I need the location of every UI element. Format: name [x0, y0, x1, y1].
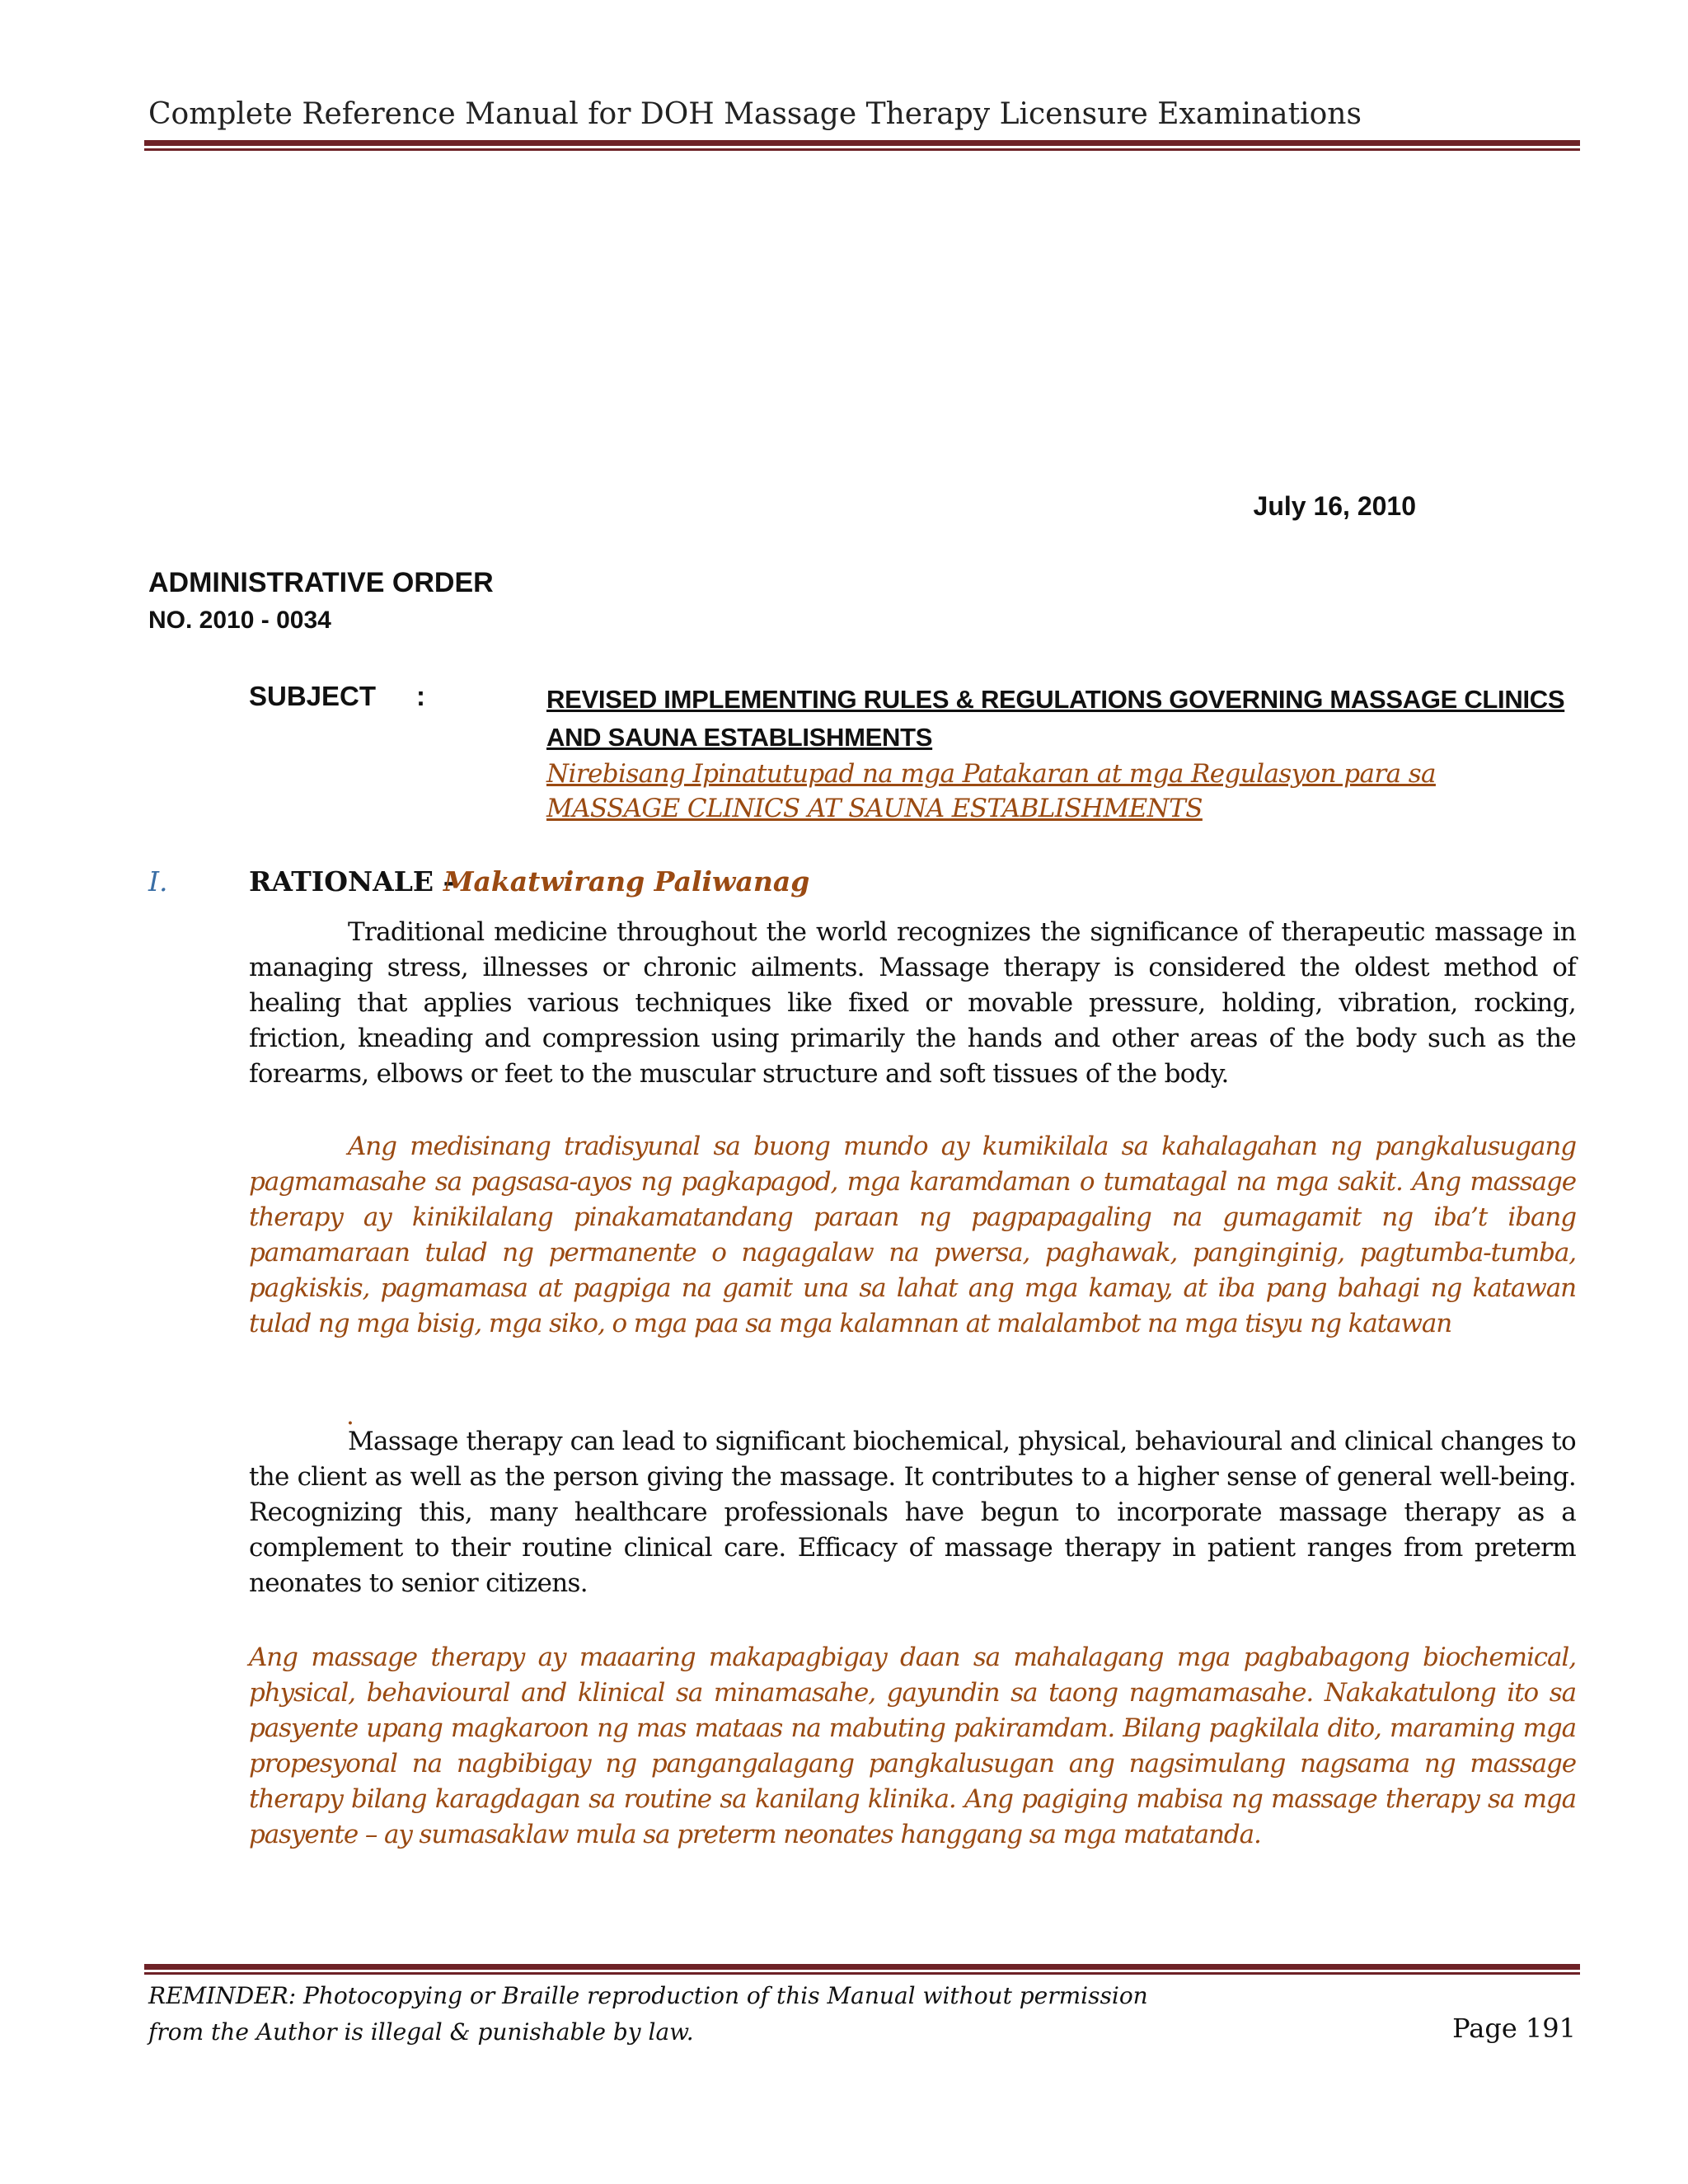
order-title: ADMINISTRATIVE ORDER	[148, 567, 494, 598]
footer-reminder	[148, 1978, 1148, 2050]
page-number: Page 191	[1452, 2013, 1576, 2044]
subject-title: REVISED IMPLEMENTING RULES & REGULATIONS GOVERNING MASSAGE CLINICS AND SAUNA ESTABLISHMENTS	[546, 685, 1565, 752]
stray-period: .	[346, 1401, 354, 1431]
header-rule-thin	[144, 148, 1580, 151]
header-rule-thick	[144, 140, 1580, 146]
paragraph-filipino-1: Ang medisinang tradisyunal sa buong mundo ay kumikilala sa kahalagahan ng pangkalusugang pagmamasahe sa pagsasa-ayos ng pagkapagod, mga karamdaman o tumatagal na mga sakit. Ang massage therapy ay kinikilalang pinakamatandang paraan ng pagpapagaling na gumagamit ng iba’t ibang pamamaraan tulad ng permanente o nagagalaw na pwersa, paghawak, panginginig, pagtumba-tumba, pagkiskis, pagmamasa at pagpiga na gamit una sa lahat ang mga kamay, at iba pang bahagi ng katawan tulad ng mga bisig, mga siko, o mga paa sa mga kalamnan at malalambot na mga tisyu ng katawan	[249, 1132, 1576, 1338]
footer-rule-thick	[144, 1964, 1580, 1970]
paragraph-english-1: Traditional medicine throughout the world recognizes the significance of therapeutic massage in managing stress, illnesses or chronic ailments. Massage therapy is considered the oldest method of healing that applies various techniques like fixed or movable pressure, holding, vibration, rocking, friction, kneading and compression using primarily the hands and other areas of the body such as the forearms, elbows or feet to the muscular structure and soft tissues of the body.	[249, 917, 1576, 1089]
paragraph-english-2: Massage therapy can lead to significant biochemical, physical, behavioural and clinical changes to the client as well as the person giving the massage. It contributes to a higher sense of general well-being. Recognizing this, many healthcare professionals have begun to incorporate massage therapy as a complement to their routine clinical care. Efficacy of massage therapy in patient ranges from preterm neonates to senior citizens.	[249, 1427, 1576, 1598]
subject-label: SUBJECT	[249, 681, 377, 711]
section-number: I.	[148, 865, 168, 898]
footer-reminder-line-1: REMINDER: Photocopying or Braille reproduction of this Manual without permission	[148, 1982, 1148, 2009]
subject-colon: :	[416, 681, 425, 711]
section-title: RATIONALE -	[249, 865, 455, 898]
paragraph-filipino-2: Ang massage therapy ay maaaring makapagbigay daan sa mahalagang mga pagbabagong biochemical, physical, behavioural and klinical sa minamasahe, gayundin sa taong nagmamasahe. Nakakatulong ito sa pasyente upang magkaroon ng mas mataas na mabuting pakiramdam. Bilang pagkilala dito, maraming mga propesyonal na nagbibigay ng pangangalagang pangkalusugan ang nagsimulang nagsama ng massage therapy bilang karagdagan sa routine sa kanilang klinika. Ang pagiging mabisa ng massage therapy sa mga pasyente – ay sumasaklaw mula sa preterm neonates hanggang sa mga matatanda.	[249, 1643, 1576, 1849]
order-number: NO. 2010 - 0034	[148, 607, 331, 634]
footer-rule-thin	[144, 1972, 1580, 1975]
page-header: Complete Reference Manual for DOH Massage Therapy Licensure Examinations	[148, 97, 1362, 131]
document-date: July 16, 2010	[1253, 491, 1416, 521]
section-title-filipino: Makatwirang Paliwanag	[443, 865, 810, 898]
footer-reminder-line-2: from the Author is illegal & punishable by law.	[148, 2018, 694, 2046]
subject-title-filipino: Nirebisang Ipinatutupad na mga Patakaran at mga Regulasyon para sa MASSAGE CLINICS AT SAUNA ESTABLISHMENTS	[546, 759, 1436, 823]
